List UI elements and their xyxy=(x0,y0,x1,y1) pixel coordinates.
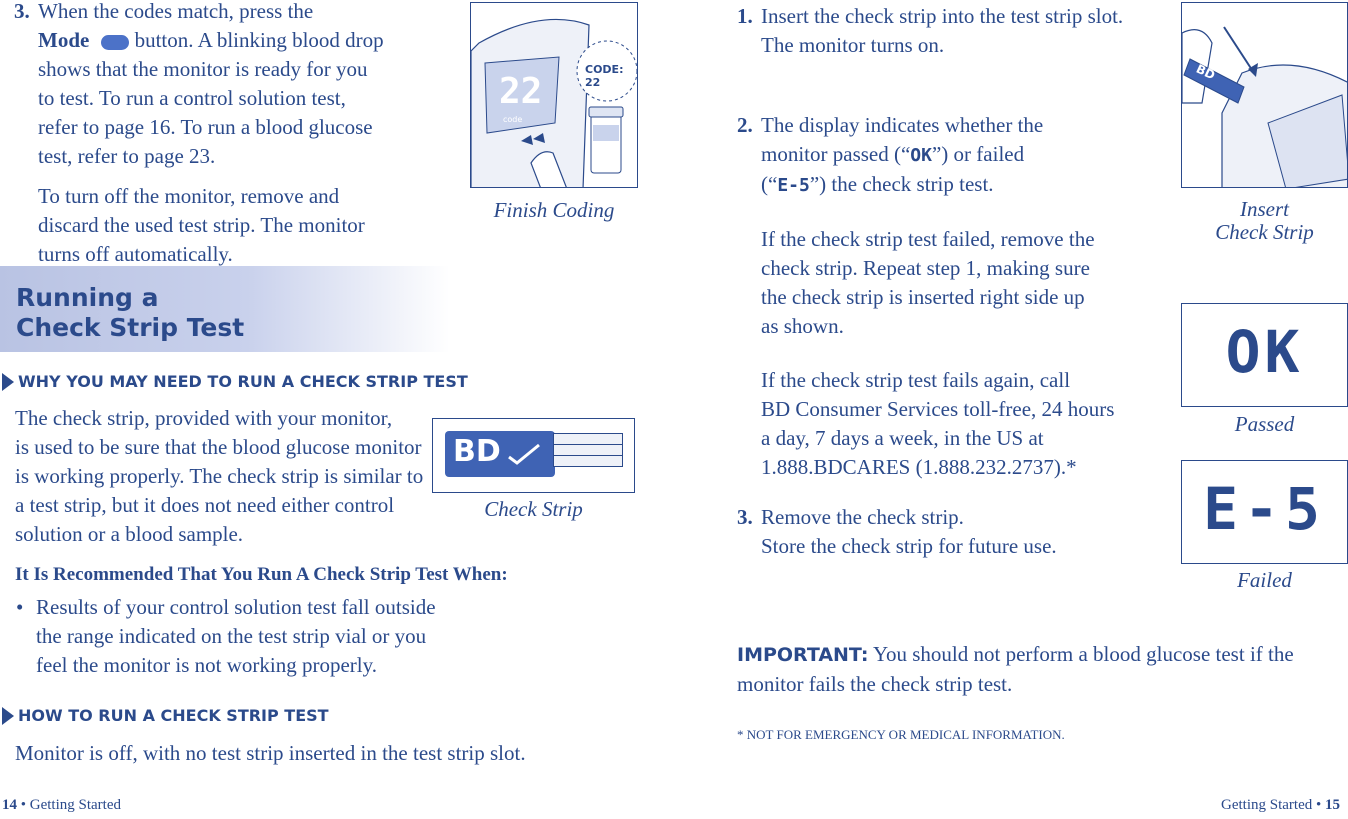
why-paragraph: The check strip, provided with your monitor, is used to be sure that the blood glucose monitor is working properly. The check strip is similar to a test strip, but it does not need either control solution or a blood sample. xyxy=(15,406,424,546)
how-line: Monitor is off, with no test strip inserted in the test strip slot. xyxy=(15,741,526,765)
bd-logo: BD xyxy=(453,434,501,469)
strip-contacts xyxy=(553,433,623,473)
check-strip-caption: Check Strip xyxy=(484,497,583,521)
meter-screen-label: code xyxy=(503,115,523,124)
how-heading: HOW TO RUN A CHECK STRIP TEST xyxy=(18,706,329,725)
bullet-text: Results of your control solution test fall outside the range indicated on the test strip vial or you feel the monitor is not working properly. xyxy=(36,595,436,677)
bullet-marker: • xyxy=(16,595,24,619)
footnote: * NOT FOR EMERGENCY OR MEDICAL INFORMATION. xyxy=(737,727,1065,742)
insert-drawing xyxy=(1182,3,1348,188)
insert-strip-logo: BD xyxy=(1193,61,1218,83)
failed-display xyxy=(1181,460,1348,564)
passed-display-value: OK xyxy=(1225,318,1304,386)
footer-label: Getting Started xyxy=(1221,797,1313,813)
important-note: IMPORTANT: You should not perform a blood glucose test if the monitor fails the check strip test. xyxy=(737,642,1294,696)
left-footer: 14 • Getting Started xyxy=(2,797,121,813)
step-text-line: to test. To run a control solution test, xyxy=(38,86,346,110)
passed-display xyxy=(1181,303,1348,407)
step-text-line: test, refer to page 23. xyxy=(38,144,216,168)
arrow-right-icon xyxy=(2,707,14,725)
footer-label: Getting Started xyxy=(29,797,121,813)
meter-drawing xyxy=(471,3,638,188)
recommended-heading: It Is Recommended That You Run A Check Strip Test When: xyxy=(15,564,508,585)
page-number: 14 xyxy=(2,797,17,813)
section-title: Running a Check Strip Test xyxy=(16,283,245,342)
insert-check-strip-illustration xyxy=(1181,2,1348,188)
finish-coding-caption: Finish Coding xyxy=(493,198,615,222)
mode-button-icon xyxy=(101,35,129,50)
code-bubble: CODE: 22 xyxy=(585,63,624,89)
why-heading: WHY YOU MAY NEED TO RUN A CHECK STRIP TEST xyxy=(18,372,468,391)
passed-caption: Passed xyxy=(1234,412,1295,436)
insert-caption: Insert Check Strip xyxy=(1215,197,1314,244)
important-label: IMPORTANT: xyxy=(737,644,869,666)
step-text-line: When the codes match, press the xyxy=(38,0,314,23)
ok-code: OK xyxy=(910,145,932,166)
step-text-line: refer to page 16. To run a blood glucose xyxy=(38,115,373,139)
failed-display-value: E-5 xyxy=(1203,475,1326,543)
meter-screen-value: 22 xyxy=(499,71,543,112)
step-text-line: Mode button. A blinking blood drop xyxy=(38,28,384,52)
checkmark-icon xyxy=(505,439,545,469)
step-number: 3. xyxy=(14,0,30,23)
step-number: 1. xyxy=(737,4,753,28)
mode-word: Mode xyxy=(38,28,90,52)
right-footer: Getting Started • 15 xyxy=(1221,797,1340,813)
step-number: 3. xyxy=(737,505,753,529)
step-text-line: shows that the monitor is ready for you xyxy=(38,57,368,81)
arrow-right-icon xyxy=(2,373,14,391)
step-text-line: discard the used test strip. The monitor xyxy=(38,213,365,237)
page-number: 15 xyxy=(1325,797,1340,813)
step-number: 2. xyxy=(737,113,753,137)
error-code: E-5 xyxy=(777,175,810,196)
finish-coding-illustration xyxy=(470,2,638,188)
step-text-line: To turn off the monitor, remove and xyxy=(38,184,340,208)
failed-caption: Failed xyxy=(1237,568,1292,592)
check-strip-illustration xyxy=(432,418,635,493)
step-text-line: turns off automatically. xyxy=(38,242,233,266)
